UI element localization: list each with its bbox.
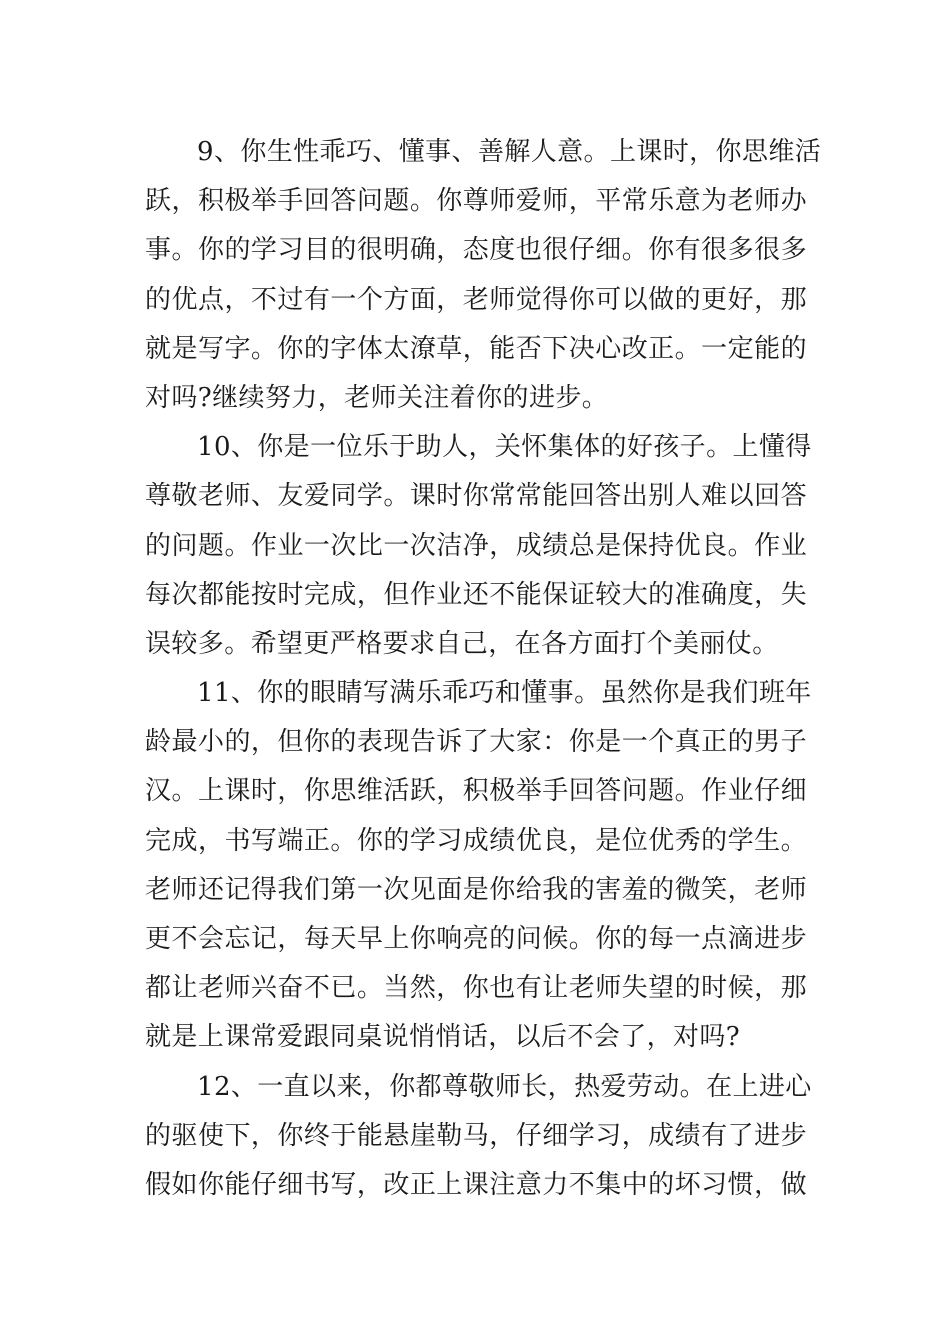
paragraph-11 (145, 669, 812, 1063)
text-line: 跃，积极举手回答问题。你尊师爱师，平常乐意为老师办 (145, 186, 807, 217)
document-body (145, 128, 822, 1210)
text-line: 完成，书写端正。你的学习成绩优良，是位优秀的学生。 (145, 825, 807, 856)
text-line: 9、你生性乖巧、懂事、善解人意。上课时，你思维活 (197, 137, 822, 167)
text-line: 的问题。作业一次比一次洁净，成绩总是保持优良。作业 (145, 530, 807, 561)
text-line: 就是写字。你的字体太潦草，能否下决心改正。一定能的 (145, 333, 807, 364)
text-line: 的驱使下，你终于能悬崖勒马，仔细学习，成绩有了进步 (145, 1120, 807, 1151)
text-line: 就是上课常爱跟同桌说悄悄话，以后不会了，对吗? (145, 1022, 741, 1053)
text-line: 龄最小的，但你的表现告诉了大家：你是一个真正的男子 (145, 727, 807, 758)
text-line: 假如你能仔细书写，改正上课注意力不集中的坏习惯，做 (145, 1169, 807, 1200)
text-line: 尊敬老师、友爱同学。课时你常常能回答出别人难以回答 (145, 481, 807, 512)
text-line: 对吗?继续努力，老师关注着你的进步。 (145, 382, 609, 413)
text-line: 误较多。希望更严格要求自己，在各方面打个美丽仗。 (145, 628, 779, 659)
text-line: 的优点，不过有一个方面，老师觉得你可以做的更好，那 (145, 284, 807, 315)
text-line: 10、你是一位乐于助人，关怀集体的好孩子。上懂得 (197, 432, 812, 463)
text-line: 更不会忘记，每天早上你响亮的问候。你的每一点滴进步 (145, 924, 807, 954)
paragraph-12 (145, 1063, 812, 1211)
text-line: 事。你的学习目的很明确，态度也很仔细。你有很多很多 (145, 235, 807, 266)
text-line: 都让老师兴奋不已。当然，你也有让老师失望的时候，那 (145, 973, 807, 1004)
paragraph-9 (145, 128, 822, 423)
text-line: 12、一直以来，你都尊敬师长，热爱劳动。在上进心 (197, 1071, 812, 1102)
text-line: 11、你的眼睛写满乐乖巧和懂事。虽然你是我们班年 (197, 678, 812, 709)
text-line: 每次都能按时完成，但作业还不能保证较大的准确度，失 (145, 579, 807, 610)
text-line: 汉。上课时，你思维活跃，积极举手回答问题。作业仔细 (145, 776, 807, 807)
text-line: 老师还记得我们第一次见面是你给我的害羞的微笑，老师 (145, 874, 807, 905)
paragraph-10 (145, 423, 812, 669)
